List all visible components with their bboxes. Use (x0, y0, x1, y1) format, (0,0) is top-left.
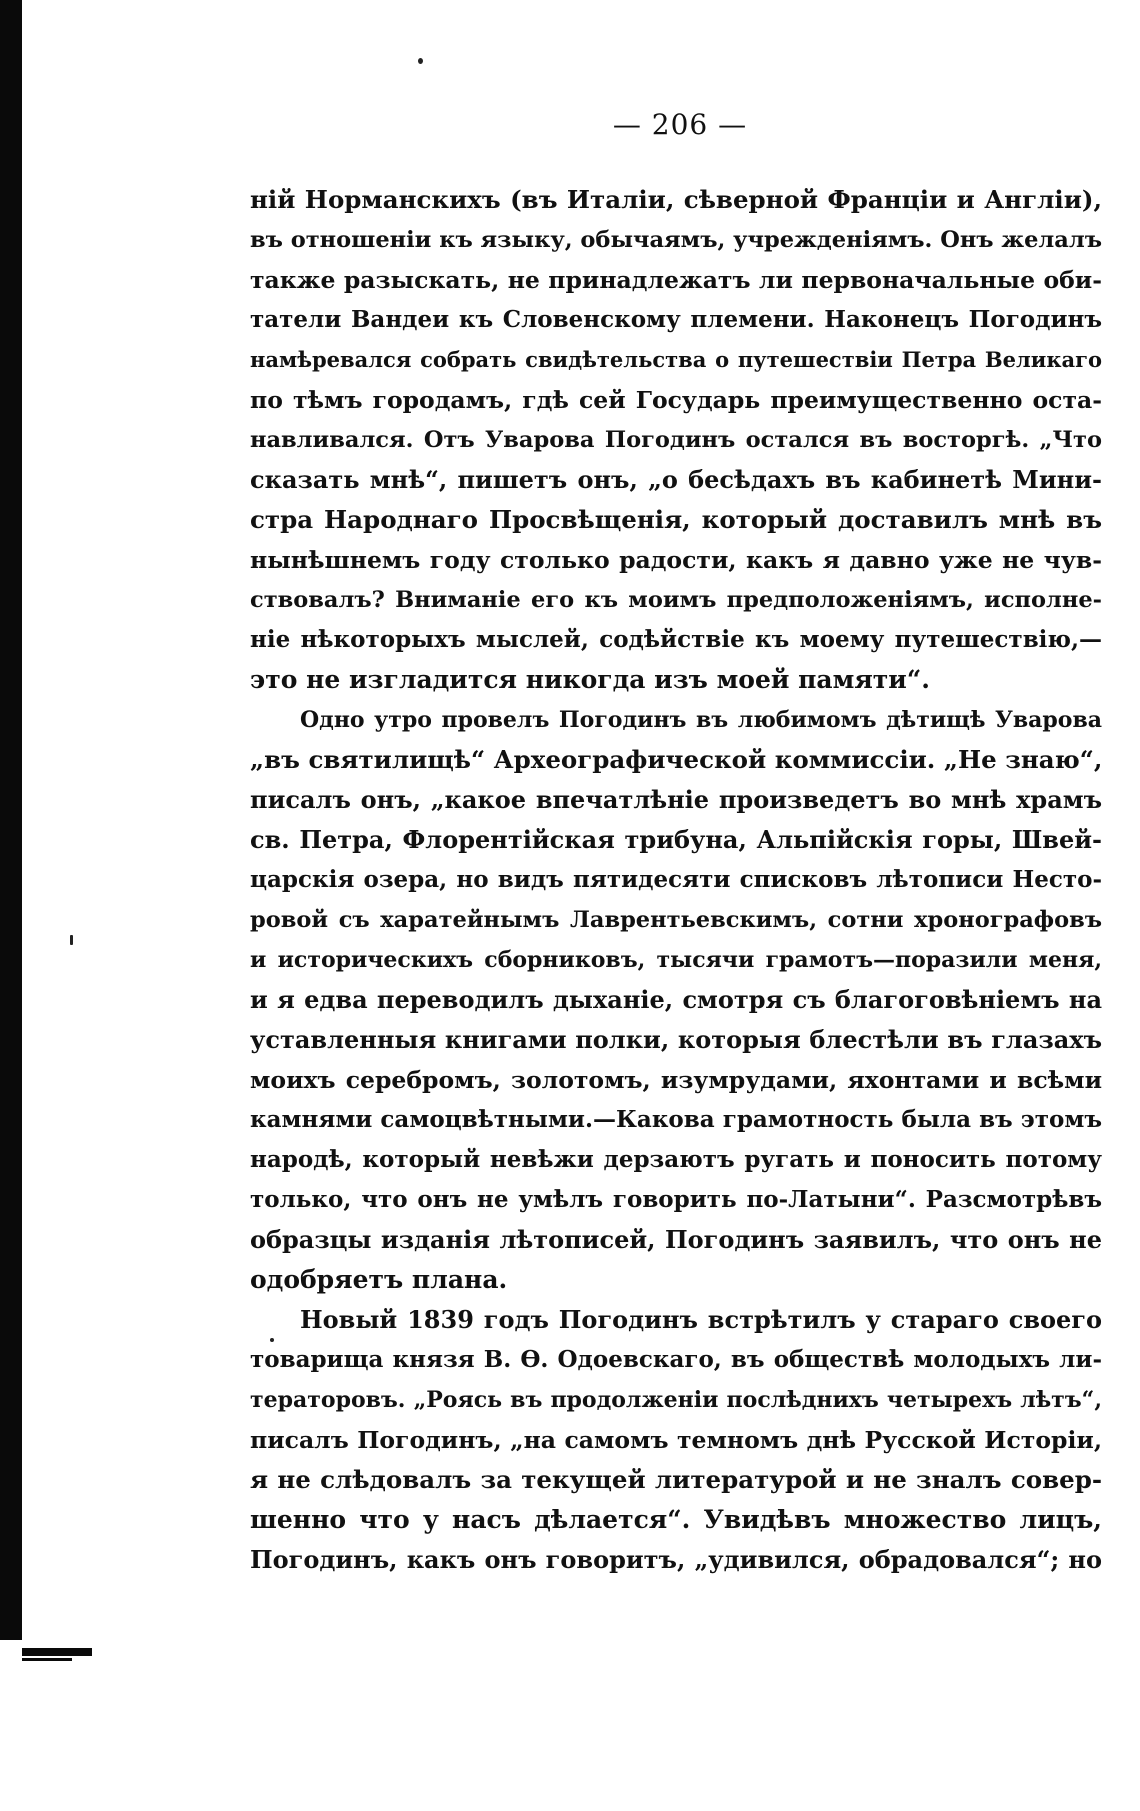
text-line: Погодинъ, какъ онъ говоритъ, „удивился, обрадовался“; но (250, 1545, 1102, 1574)
text-line: писалъ Погодинъ, „на самомъ темномъ днѣ Русской Исторіи, (250, 1426, 1102, 1454)
text-line: камнями самоцвѣтными.—Какова грамотность была въ этомъ (250, 1106, 1102, 1133)
text-line: это не изгладится никогда изъ моей памяти“. (250, 665, 930, 694)
text-line: по тѣмъ городамъ, гдѣ сей Государь преимущественно оста- (250, 386, 1102, 414)
text-body (250, 180, 1102, 1580)
text-line: царскія озера, но видъ пятидесяти списковъ лѣтописи Несто- (250, 866, 1102, 893)
text-line: „въ святилищѣ“ Археографической коммиссіи. „Не знаю“, (250, 745, 1102, 774)
text-line: ствовалъ? Вниманіе его къ моимъ предположеніямъ, исполне- (250, 587, 1102, 613)
binding-shadow (0, 0, 22, 1640)
text-line: я не слѣдовалъ за текущей литературой и не зналъ совер- (250, 1465, 1102, 1494)
page-number: — 206 — (612, 108, 748, 141)
text-line: Новый 1839 годъ Погодинъ встрѣтилъ у стараго своего (300, 1305, 1102, 1334)
binding-shadow-tail (22, 1648, 92, 1656)
text-line: въ отношеніи къ языку, обычаямъ, учрежденіямъ. Онъ желалъ (250, 227, 1102, 253)
text-line: ній Норманскихъ (въ Италіи, сѣверной Франціи и Англіи), (250, 185, 1102, 214)
text-line: стра Народнаго Просвѣщенія, который доставилъ мнѣ въ (250, 505, 1102, 534)
text-line: и историческихъ сборниковъ, тысячи грамотъ—поразили меня, (250, 947, 1102, 973)
text-line: образцы изданія лѣтописей, Погодинъ заявилъ, что онъ не (250, 1225, 1102, 1254)
text-line: уставленныя книгами полки, которыя блестѣли въ глазахъ (250, 1025, 1102, 1054)
text-line: и я едва переводилъ дыханіе, смотря съ благоговѣніемъ на (250, 985, 1102, 1014)
text-line: народѣ, который невѣжи дерзаютъ ругать и поносить потому (250, 1146, 1102, 1173)
text-line: товарища князя В. Ѳ. Одоевскаго, въ обществѣ молодыхъ ли- (250, 1346, 1102, 1373)
text-line: намѣревался собрать свидѣтельства о путешествіи Петра Великаго (250, 347, 1102, 372)
text-line: только, что онъ не умѣлъ говорить по-Латыни“. Разсмотрѣвъ (250, 1186, 1102, 1213)
text-line: навливался. Отъ Уварова Погодинъ остался въ восторгѣ. „Что (250, 427, 1102, 453)
scan-speck (418, 58, 423, 64)
text-line: ніе нѣкоторыхъ мыслей, содѣйствіе къ моему путешествію,— (250, 626, 1102, 653)
text-line: сказать мнѣ“, пишетъ онъ, „о бесѣдахъ въ кабинетѣ Мини- (250, 465, 1102, 494)
text-line: нынѣшнемъ году столько радости, какъ я давно уже не чув- (250, 546, 1102, 574)
text-line: писалъ онъ, „какое впечатлѣніе произведетъ во мнѣ храмъ (250, 785, 1102, 814)
text-line: ровой съ харатейнымъ Лаврентьевскимъ, сотни хронографовъ (250, 907, 1102, 933)
text-line: также разыскать, не принадлежатъ ли первоначальные оби- (250, 266, 1102, 294)
page-binding-edge (0, 0, 30, 1811)
text-line: шенно что у насъ дѣлается“. Увидѣвъ множество лицъ, (250, 1505, 1102, 1534)
text-line: Одно утро провелъ Погодинъ въ любимомъ дѣтищѣ Уварова (300, 707, 1102, 733)
text-line: моихъ серебромъ, золотомъ, изумрудами, яхонтами и всѣми (250, 1066, 1102, 1094)
text-line: св. Петра, Флорентійская трибуна, Альпійскія горы, Швей- (250, 825, 1102, 854)
scan-speck (70, 935, 73, 945)
text-line: татели Вандеи къ Словенскому племени. Наконецъ Погодинъ (250, 306, 1102, 333)
binding-shadow-tail-lower (22, 1658, 72, 1661)
text-line: тераторовъ. „Роясь въ продолженіи послѣднихъ четырехъ лѣтъ“, (250, 1387, 1102, 1413)
text-line: одобряетъ плана. (250, 1265, 508, 1294)
